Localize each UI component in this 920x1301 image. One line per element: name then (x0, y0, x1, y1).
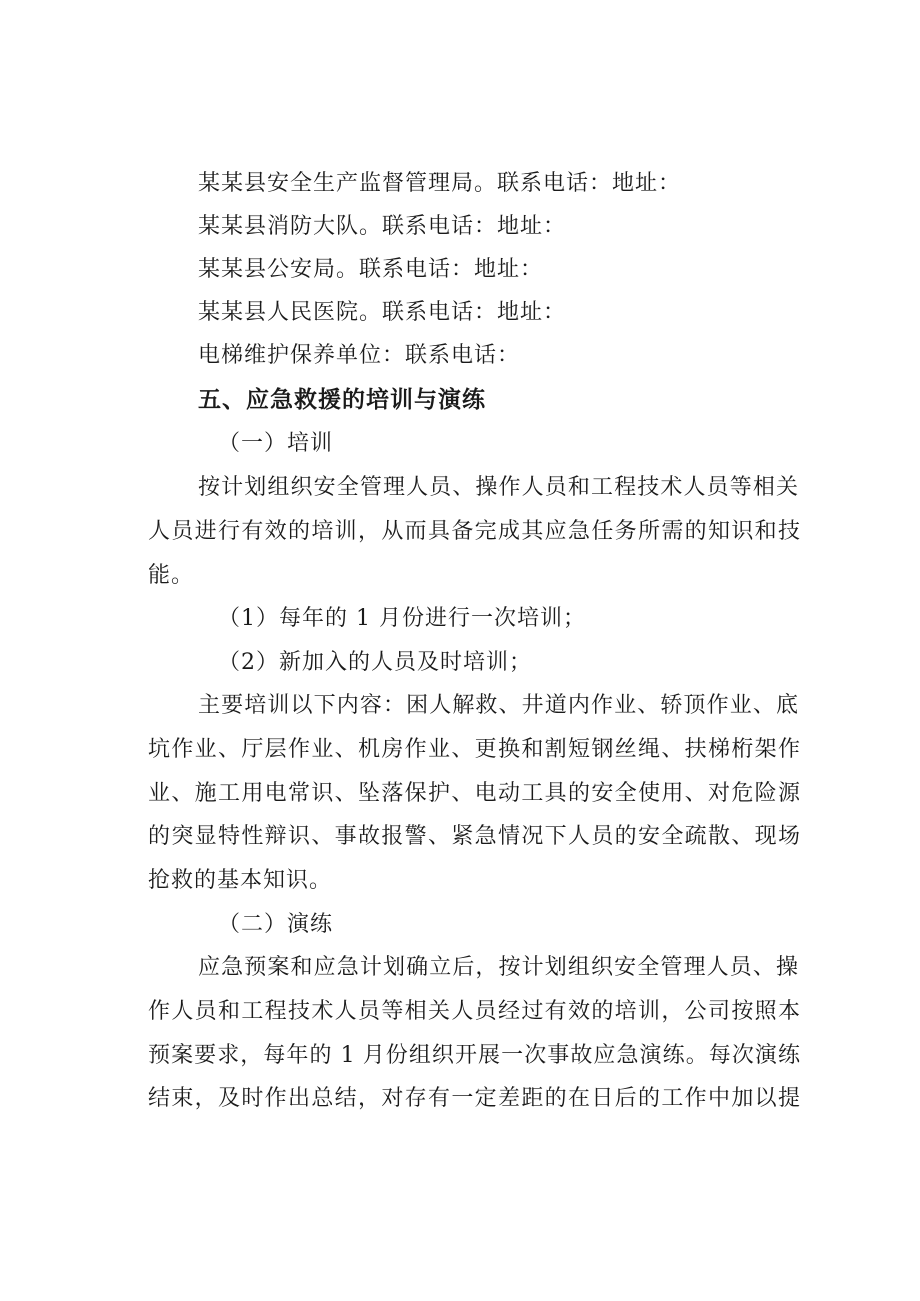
training-item-1: （1）每年的 1 月份进行一次培训； (218, 606, 586, 631)
training-paragraph-line: 按计划组织安全管理人员、操作人员和工程技术人员等相关 (198, 475, 798, 500)
training-content-line: 的突显特性辩识、事故报警、紧急情况下人员的安全疏散、现场 (148, 824, 800, 849)
training-paragraph-line: 能。 (148, 563, 195, 588)
training-paragraph-line: 人员进行有效的培训，从而具备完成其应急任务所需的知识和技 (148, 519, 800, 544)
contact-line-fire-brigade: 某某县消防大队。联系电话：地址： (198, 214, 567, 239)
contact-line-police: 某某县公安局。联系电话：地址： (198, 257, 544, 282)
drill-paragraph-line: 应急预案和应急计划确立后，按计划组织安全管理人员、操 (198, 955, 798, 980)
subheading-training: （一）培训 (218, 431, 334, 456)
section-heading: 五、应急救援的培训与演练 (198, 387, 486, 413)
drill-paragraph-line: 预案要求，每年的 1 月份组织开展一次事故应急演练。每次演练 (148, 1043, 800, 1068)
drill-paragraph-line: 结束，及时作出总结，对存有一定差距的在日后的工作中加以提 (148, 1086, 800, 1111)
subheading-drill: （二）演练 (218, 912, 334, 937)
contact-line-hospital: 某某县人民医院。联系电话：地址： (198, 300, 567, 325)
training-content-line: 抢救的基本知识。 (148, 868, 333, 893)
training-item-2: （2）新加入的人员及时培训； (218, 650, 532, 675)
drill-paragraph-line: 作人员和工程技术人员等相关人员经过有效的培训，公司按照本 (148, 999, 800, 1024)
training-content-line: 业、施工用电常识、坠落保护、电动工具的安全使用、对危险源 (148, 781, 800, 806)
contact-line-elevator-maintenance: 电梯维护保养单位：联系电话： (198, 343, 521, 368)
training-content-line: 坑作业、厅层作业、机房作业、更换和割短钢丝绳、扶梯桁架作 (148, 737, 800, 762)
training-content-line: 主要培训以下内容：困人解救、井道内作业、轿顶作业、底 (198, 693, 798, 718)
contact-line-safety-bureau: 某某县安全生产监督管理局。联系电话：地址： (198, 171, 682, 196)
